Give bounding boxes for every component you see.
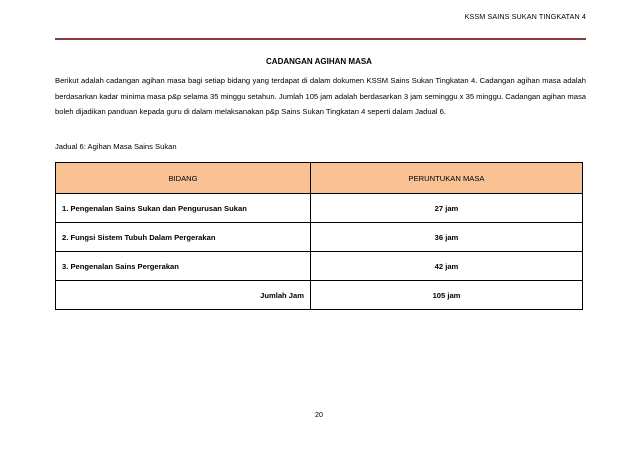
table-header-row	[56, 163, 583, 194]
header-rule	[55, 38, 586, 40]
table-row	[56, 252, 583, 281]
running-header: KSSM SAINS SUKAN TINGKATAN 4	[464, 12, 586, 21]
hours-cell: 36 jam	[311, 223, 583, 252]
total-row	[56, 281, 583, 310]
section-title: CADANGAN AGIHAN MASA	[266, 57, 372, 66]
header-peruntukan-masa: PERUNTUKAN MASA	[311, 163, 583, 194]
table-row	[56, 194, 583, 223]
total-value: 105 jam	[311, 281, 583, 310]
hours-cell: 27 jam	[311, 194, 583, 223]
intro-paragraph: Berikut adalah cadangan agihan masa bagi setiap bidang yang terdapat di dalam dokumen KSSM Sains Sukan Tingkatan 4. Cadangan agihan masa adalah berdasarkan kadar minima masa p&p selama 35 minggu setahun. Jumlah 105 jam adalah berdasarkan 3 jam seminggu x 35 minggu. Cadangan agihan masa boleh dijadikan panduan kepada guru di dalam melaksanakan p&p Sains Sukan Tingkatan 4 seperti dalam Jadual 6.	[55, 76, 586, 117]
time-allocation-table	[55, 162, 583, 310]
table-row	[56, 223, 583, 252]
total-label: Jumlah Jam	[56, 281, 311, 310]
hours-cell: 42 jam	[311, 252, 583, 281]
page-number: 20	[315, 410, 323, 419]
table-caption: Jadual 6: Agihan Masa Sains Sukan	[55, 142, 177, 151]
bidang-cell: 3. Pengenalan Sains Pergerakan	[56, 252, 311, 281]
header-bidang: BIDANG	[56, 163, 311, 194]
bidang-cell: 1. Pengenalan Sains Sukan dan Pengurusan Sukan	[56, 194, 311, 223]
bidang-cell: 2. Fungsi Sistem Tubuh Dalam Pergerakan	[56, 223, 311, 252]
